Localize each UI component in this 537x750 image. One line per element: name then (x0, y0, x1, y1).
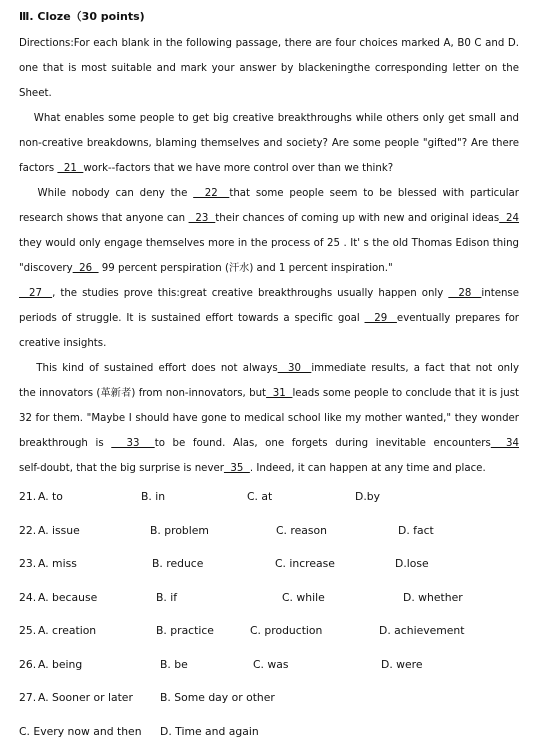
option-a: A. Sooner or later (38, 691, 133, 704)
passage-line (19, 306, 519, 331)
passage-line (19, 356, 519, 381)
passage-text: they would only engage themselves more in the process of 25 . It' s the old Thomas Edison thing (19, 238, 519, 249)
question-number: 24. (19, 590, 37, 604)
option-c: C. Every now and then (19, 724, 142, 738)
option-c: C. was (253, 657, 289, 671)
passage-text: non-creative breakdowns, blaming themselves and society? Are some people "gifted"? Are there (19, 138, 519, 149)
passage-line (19, 156, 519, 181)
passage-text: immediate results, a fact that not only (311, 363, 519, 374)
passage-line (19, 431, 519, 456)
passage-text: breakthrough is (19, 438, 112, 449)
blank-number: 27 (19, 288, 53, 299)
option-d: D.by (355, 490, 380, 503)
passage-line (19, 331, 519, 356)
option-b: B. in (141, 490, 166, 503)
option-b: B. problem (150, 523, 209, 537)
directions-line: one that is most suitable and mark your answer by blackeningthe corresponding letter on the (19, 63, 519, 74)
passage-text: periods of struggle. It is sustained effort towards a specific goal (19, 313, 365, 324)
option-d: D. Time and again (160, 724, 259, 738)
blank-number: 30 (277, 363, 312, 374)
option-a: A. to (38, 490, 63, 503)
blank-number: 21 (57, 163, 84, 174)
option-b: B. be (160, 657, 188, 671)
passage-line (19, 406, 519, 431)
passage-text: their chances of coming up with new and original ideas (215, 213, 500, 224)
blank-number: 23 (188, 213, 216, 224)
passage-text: factors (19, 163, 58, 174)
passage-line (19, 106, 519, 131)
passage-line (19, 131, 519, 156)
directions (19, 31, 519, 106)
blank-number: 26 (72, 263, 99, 274)
option-a: A. because (38, 590, 98, 604)
passage-line (19, 231, 519, 256)
option-c: C. reason (276, 523, 327, 537)
option-a: A. creation (38, 624, 97, 637)
passage (19, 106, 519, 481)
passage-text: work--factors that we have more control over than we think? (83, 163, 394, 174)
option-d: D.lose (395, 557, 429, 570)
option-d: D. fact (398, 523, 434, 537)
blank-number: 33 (111, 438, 155, 449)
option-c: C. increase (275, 557, 335, 570)
option-d: D. whether (403, 590, 463, 604)
option-a: A. being (38, 657, 83, 671)
option-b: B. practice (156, 624, 214, 637)
passage-text: eventually prepares for (396, 313, 519, 324)
option-d: D. were (381, 657, 423, 671)
option-c: C. while (282, 590, 325, 604)
option-a: A. issue (38, 523, 80, 537)
passage-text: While nobody can deny the (19, 188, 194, 199)
blank-number: 34 (490, 438, 519, 449)
directions-line: Sheet. (19, 88, 52, 99)
passage-text: , the studies prove this:great creative breakthroughs usually happen only (52, 288, 449, 299)
passage-line (19, 381, 519, 406)
passage-text: creative insights. (19, 338, 107, 349)
passage-line (19, 206, 519, 231)
passage-text: that some people seem to be blessed with particular (229, 188, 519, 199)
passage-text: leads some people to conclude that it is just (292, 388, 519, 399)
passage-text: research shows that anyone can (19, 213, 189, 224)
directions-line: Directions:For each blank in the following passage, there are four choices marked A, B0 C and D. (19, 38, 519, 49)
question-number: 27. (19, 691, 37, 704)
blank-number: 28 (448, 288, 482, 299)
blank-number: 24 (499, 213, 519, 224)
option-b: B. reduce (152, 557, 204, 570)
passage-line (19, 256, 519, 281)
question-number: 21. (19, 490, 37, 503)
question-number: 23. (19, 557, 37, 570)
passage-text: the innovators (革新者) from non-innovators, but (19, 388, 267, 399)
option-a: A. miss (38, 557, 77, 570)
option-b: B. Some day or other (160, 691, 275, 704)
passage-line (19, 456, 519, 481)
passage-line (19, 181, 519, 206)
blank-number: 35 (223, 463, 250, 474)
blank-number: 29 (364, 313, 397, 324)
passage-text: 99 percent perspiration (汗水) and 1 percent inspiration." (98, 263, 393, 274)
section-heading: Ⅲ. Cloze（30 points) (19, 10, 145, 23)
passage-line (19, 281, 519, 306)
blank-number: 22 (193, 188, 230, 199)
question-number: 26. (19, 657, 37, 671)
question-number: 25. (19, 624, 37, 637)
passage-text: "discovery (19, 263, 73, 274)
blank-number: 31 (266, 388, 293, 399)
passage-text: to be found. Alas, one forgets during inevitable encounters (154, 438, 491, 449)
passage-text: intense (481, 288, 519, 299)
option-c: C. at (247, 490, 273, 503)
passage-text: What enables some people to get big creative breakthroughs while others only get small and (19, 113, 519, 124)
option-b: B. if (156, 590, 178, 604)
option-d: D. achievement (379, 624, 465, 637)
passage-text: This kind of sustained effort does not always (19, 363, 278, 374)
passage-text: 32 for them. "Maybe I should have gone to medical school like my mother wanted," they wonder (19, 413, 519, 424)
option-c: C. production (250, 624, 323, 637)
passage-text: . Indeed, it can happen at any time and place. (249, 463, 486, 474)
passage-text: self-doubt, that the big surprise is never (19, 463, 224, 474)
question-number: 22. (19, 523, 37, 537)
